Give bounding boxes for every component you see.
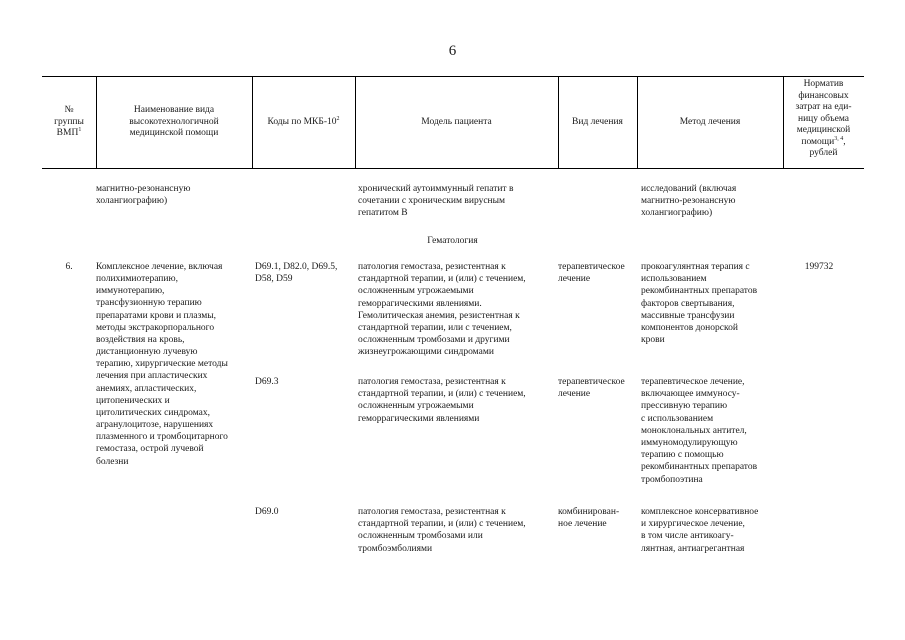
cell-line: гемостаза, острой лучевой [96, 444, 204, 455]
cell-line: цитопенических и [96, 395, 170, 406]
cell-line: с использованием [641, 413, 714, 424]
cell-line: лечение [558, 274, 591, 285]
header-cost-norm-line: медицинской [796, 125, 851, 135]
cell-line: стандартной терапии, или с течением, [358, 323, 512, 334]
row-2-treatment-type [558, 376, 625, 400]
header-type-name [96, 105, 252, 140]
header-bottom-rule [42, 168, 864, 169]
cell-line: цитолитических синдромах, [96, 407, 210, 418]
cell-line: включающее иммуносу- [641, 389, 740, 400]
header-group-number-footnote: 1 [78, 126, 82, 133]
row-3-codes [255, 506, 279, 518]
header-cost-norm-footnote: 3, 4 [834, 135, 844, 142]
cell-line: прокоагулянтная терапия с [641, 262, 750, 272]
cell-line: Комплексное лечение, включая [96, 262, 223, 272]
cell-line: сочетании с хроническим вирусным [358, 196, 506, 207]
cell-line: компонентов донорской [641, 323, 738, 334]
cell-line: и хирургическое лечение, [641, 519, 745, 530]
cell-line: исследований (включая [641, 184, 737, 194]
cell-line: комбинирован- [558, 507, 620, 517]
cell-line: осложненным тромбозами и другими [358, 335, 510, 346]
cell-line: болезни [96, 456, 129, 467]
header-group-number-line1: № [64, 105, 74, 115]
header-group-number [42, 105, 96, 140]
page-number: 6 [448, 43, 457, 59]
cell-line: Гемолитическая анемия, резистентная к [358, 310, 520, 321]
cell-line: терапевтическое лечение, [641, 377, 745, 387]
cell-line: геморрагическими явлениями. [358, 298, 482, 309]
cell-line: тромбопоэтина [641, 474, 703, 485]
row-1-treatment-type [558, 261, 625, 285]
cell-line: тромбоэмболиями [358, 543, 433, 554]
section-title: Гематология [427, 236, 478, 246]
group-type-name [96, 261, 228, 468]
row-2-treatment-method [641, 376, 757, 486]
cell-line: холангиографию) [96, 196, 168, 207]
cell-line: в том числе антикоагу- [641, 531, 734, 542]
group-cost: 199732 [804, 262, 834, 272]
header-cost-norm-comma: , [843, 136, 846, 147]
row-1-patient-model [358, 261, 526, 359]
cell-line: агранулоцитозе, нарушениях [96, 420, 214, 431]
cell-line: D69.1, D82.0, D69.5, [255, 262, 338, 272]
header-treatment-type: Вид лечения [572, 117, 623, 127]
cell-line: прессивную терапию [641, 401, 728, 412]
cell-line: воздействия на кровь, [96, 334, 185, 345]
cell-line: крови [641, 335, 665, 346]
cell-line: дистанционную лучевую [96, 347, 198, 358]
header-group-number-text: ВМП [56, 128, 79, 138]
cell-line: осложненным тромбозами или [358, 531, 483, 542]
cell-line: терапевтическое [558, 262, 625, 272]
header-cost-norm-line: ницу объема [797, 113, 850, 124]
cell-line: холангиографию) [641, 208, 713, 219]
cell-line: D58, D59 [255, 274, 293, 285]
row-3-treatment-type [558, 506, 619, 530]
header-icd-codes [252, 117, 355, 129]
cell-line: лечение [558, 389, 591, 400]
cell-line: терапевтическое [558, 377, 625, 387]
cell-line: трансфузионную терапию [96, 298, 202, 309]
row-1-treatment-method [641, 261, 757, 346]
cell-line: D69.3 [255, 377, 279, 387]
header-type-name-line: Наименование вида [133, 105, 215, 115]
cell-line: хронический аутоиммунный гепатит в [358, 184, 514, 194]
cell-line: геморрагическими явлениями [358, 413, 480, 424]
cell-line: патология гемостаза, резистентная к [358, 262, 506, 272]
header-cost-norm-line: финансовых [798, 90, 849, 101]
cell-line: терапию, хирургические методы [96, 359, 228, 370]
continuation-patient-model [358, 183, 513, 220]
cell-line: рекомбинантных препаратов [641, 462, 758, 473]
row-3-treatment-method [641, 506, 758, 555]
cell-line: комплексное консервативное [641, 507, 759, 517]
cell-line: иммуномодулирующую [641, 438, 738, 449]
cell-line: патология гемостаза, резистентная к [358, 507, 506, 517]
cell-line: факторов свертывания, [641, 298, 735, 309]
cell-line: массивные трансфузии [641, 310, 735, 321]
row-1-codes [255, 261, 337, 285]
header-treatment-method: Метод лечения [679, 117, 741, 127]
header-top-rule [42, 76, 864, 77]
cell-line: препаратами крови и плазмы, [96, 310, 216, 321]
group-number: 6. [65, 262, 73, 272]
cell-line: осложненным угрожаемыми [358, 286, 474, 297]
cell-line: жизнеугрожающими синдромами [358, 347, 494, 358]
header-group-number-line2: группы [54, 116, 84, 127]
header-group-number-line3 [42, 128, 96, 140]
header-cost-norm-line: затрат на еди- [795, 102, 852, 112]
cell-line: магнитно-резонансную [641, 196, 736, 207]
header-type-name-line: высокотехнологичной [129, 116, 219, 127]
cell-line: лянтная, антиагрегантная [641, 543, 745, 554]
row-2-patient-model [358, 376, 526, 425]
cell-line: D69.0 [255, 507, 279, 517]
cell-line: плазменного и тромбоцитарного [96, 432, 228, 443]
cell-line: использованием [641, 274, 707, 285]
cell-line: осложненным угрожаемыми [358, 401, 474, 412]
cell-line: стандартной терапии, и (или) с течением, [358, 274, 526, 285]
cell-line: моноклональных антител, [641, 425, 747, 436]
header-type-name-line: медицинской помощи [129, 128, 219, 138]
header-cost-norm-line: Норматив [803, 79, 844, 89]
header-icd-codes-footnote: 2 [336, 115, 340, 122]
row-3-patient-model [358, 506, 526, 555]
cell-line: иммунотерапию, [96, 286, 165, 297]
cell-line: стандартной терапии, и (или) с течением, [358, 519, 526, 530]
header-cost-norm-line: рублей [809, 148, 838, 158]
header-cost-norm-line [783, 137, 864, 149]
cell-line: рекомбинантных препаратов [641, 286, 758, 297]
header-icd-codes-text: Коды по МКБ-10 [267, 117, 337, 127]
header-patient-model: Модель пациента [421, 117, 492, 127]
cell-line: гепатитом B [358, 208, 408, 219]
cell-line: полихимиотерапию, [96, 274, 178, 285]
continuation-type-name [96, 183, 190, 207]
cell-line: магнитно-резонансную [96, 184, 191, 194]
cell-line: патология гемостаза, резистентная к [358, 377, 506, 387]
cell-line: лечения при апластических [96, 371, 208, 382]
cell-line: терапию с помощью [641, 450, 724, 461]
continuation-treatment-method [641, 183, 736, 220]
cell-line: анемиях, апластических, [96, 383, 197, 394]
header-cost-norm-text: помощи [801, 136, 835, 147]
header-cost-norm [783, 79, 864, 160]
row-2-codes [255, 376, 279, 388]
cell-line: ное лечение [558, 519, 607, 530]
cell-line: стандартной терапии, и (или) с течением, [358, 389, 526, 400]
cell-line: методы экстракорпорального [96, 322, 215, 333]
